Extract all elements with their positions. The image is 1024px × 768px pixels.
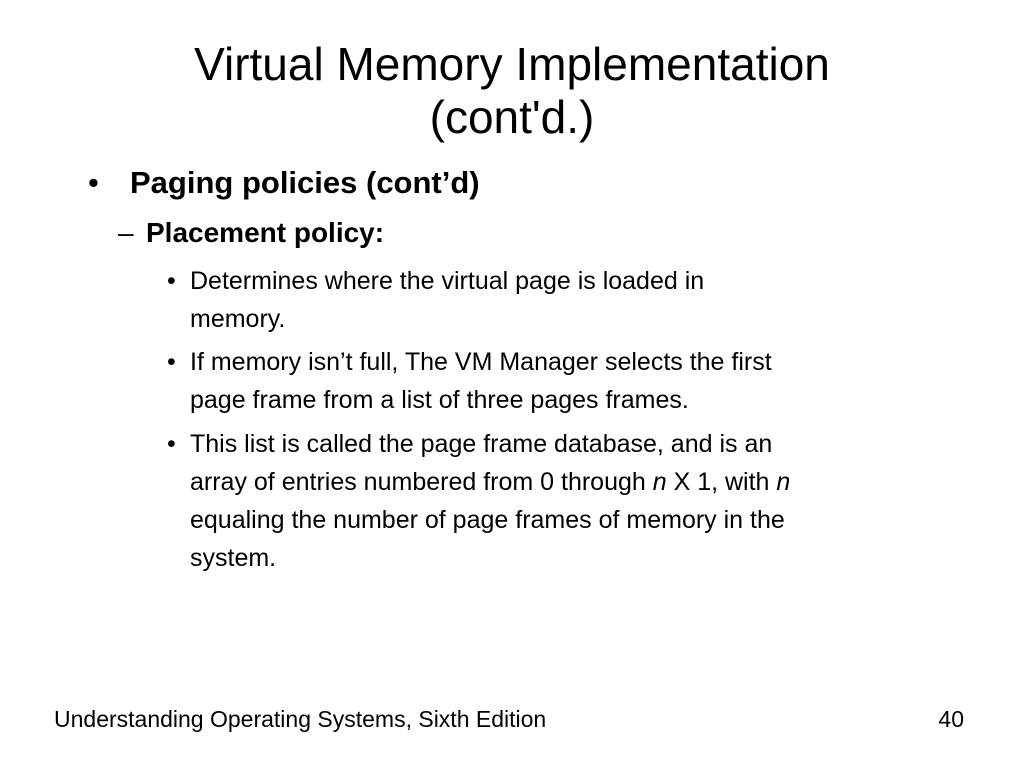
variable-n: n: [652, 468, 667, 496]
detail-bullet-determines: [167, 262, 967, 338]
bullet-dot: •: [88, 165, 99, 200]
slide-title-line-2: (cont'd.): [429, 91, 595, 143]
detail-bullet-line: [190, 463, 967, 501]
detail-bullet-page-frame-database: [167, 425, 967, 577]
page-number: 40: [938, 706, 964, 732]
detail-bullet-line: page frame from a list of three pages frames.: [190, 386, 689, 414]
detail-bullet-memory-full: [167, 343, 967, 419]
slide-title-line-1: Virtual Memory Implementation: [194, 38, 830, 90]
bullet-dot: •: [167, 267, 176, 295]
variable-n: n: [776, 468, 791, 496]
bullet-dot: •: [167, 430, 176, 458]
detail-bullet-line: memory.: [190, 305, 286, 333]
slide-title: [0, 38, 1024, 144]
footer-book-title: Understanding Operating Systems, Sixth Edition: [54, 706, 547, 732]
detail-bullet-line: Determines where the virtual page is loaded in: [190, 267, 705, 295]
detail-bullet-line: equaling the number of page frames of memory in the: [190, 506, 785, 534]
bullet-paging-policies-text: Paging policies (cont’d): [130, 165, 480, 200]
bullet-dot: •: [167, 348, 176, 376]
line-text: X 1, with: [666, 468, 777, 496]
subbullet-placement-policy-text: Placement policy:: [146, 217, 385, 248]
line-text: array of entries numbered from 0 through: [190, 468, 653, 496]
detail-bullet-line: If memory isn’t full, The VM Manager selects the first: [190, 348, 772, 376]
detail-bullet-line: This list is called the page frame database, and is an: [190, 430, 773, 458]
sub-bullet-dash: –: [118, 217, 134, 248]
detail-bullet-line: system.: [190, 544, 277, 572]
